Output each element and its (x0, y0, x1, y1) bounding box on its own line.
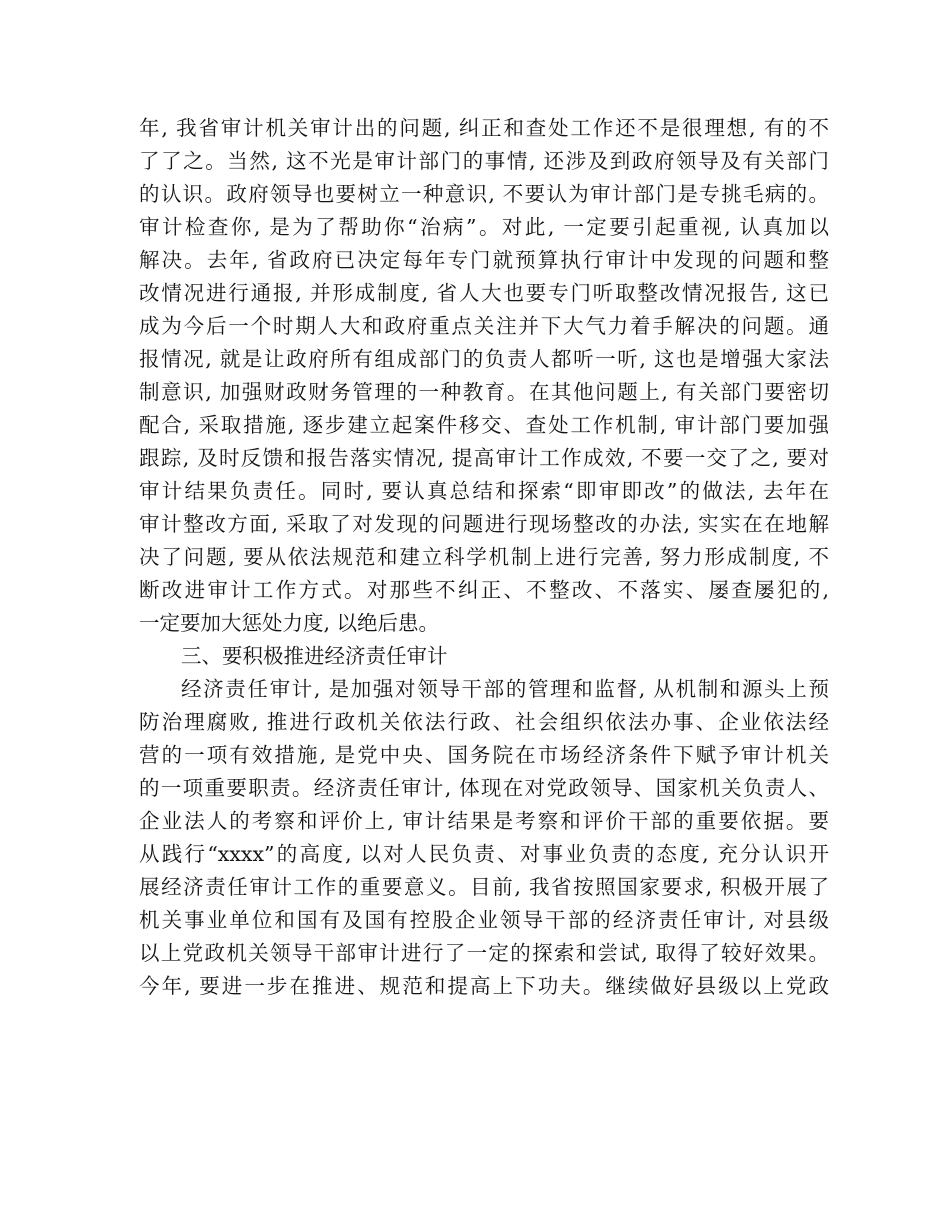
text-line: 营的一项有效措施, 是党中央、国务院在市场经济条件下赋予审计机关 (139, 743, 829, 767)
text-line: 改情况进行通报, 并形成制度, 省人大也要专门听取整改情况报告, 这已 (139, 281, 829, 305)
text-line: 年, 我省审计机关审计出的问题, 纠正和查处工作还不是很理想, 有的不 (139, 116, 829, 140)
text-line: 从践行“xxxx”的高度, 以对人民负责、对事业负责的态度, 充分认识开 (139, 842, 829, 866)
paragraph-last-line: 一定要加大惩处力度, 以绝后患。 (139, 611, 440, 635)
text-line: 审计整改方面, 采取了对发现的问题进行现场整改的办法, 实实在在地解 (139, 512, 829, 536)
text-line: 审计结果负责任。同时, 要认真总结和探索“即审即改”的做法, 去年在 (139, 479, 829, 503)
paragraph-first-line: 经济责任审计, 是加强对领导干部的管理和监督, 从机制和源头上预 (181, 677, 829, 701)
text-line: 以上党政机关领导干部审计进行了一定的探索和尝试, 取得了较好效果。 (139, 941, 829, 965)
text-line: 决了问题, 要从依法规范和建立科学机制上进行完善, 努力形成制度, 不 (139, 545, 829, 569)
text-line: 了了之。当然, 这不光是审计部门的事情, 还涉及到政府领导及有关部门 (139, 149, 829, 173)
text-line: 跟踪, 及时反馈和报告落实情况, 提高审计工作成效, 不要一交了之, 要对 (139, 446, 829, 470)
text-line: 审计检查你, 是为了帮助你“治病”。对此, 一定要引起重视, 认真加以 (139, 215, 829, 239)
text-line: 断改进审计工作方式。对那些不纠正、不整改、不落实、屡查屡犯的, (139, 578, 829, 602)
text-line: 制意识, 加强财政财务管理的一种教育。在其他问题上, 有关部门要密切 (139, 380, 829, 404)
body-text (139, 112, 829, 1003)
text-line: 今年, 要进一步在推进、规范和提高上下功夫。继续做好县级以上党政 (139, 974, 829, 998)
text-line: 配合, 采取措施, 逐步建立起案件移交、查处工作机制, 审计部门要加强 (139, 413, 829, 437)
section-heading: 三、要积极推进经济责任审计 (181, 644, 448, 668)
text-line: 解决。去年, 省政府已决定每年专门就预算执行审计中发现的问题和整 (139, 248, 829, 272)
text-line: 报情况, 就是让政府所有组成部门的负责人都听一听, 这也是增强大家法 (139, 347, 829, 371)
text-line: 防治理腐败, 推进行政机关依法行政、社会组织依法办事、企业依法经 (139, 710, 829, 734)
text-line: 成为今后一个时期人大和政府重点关注并下大气力着手解决的问题。通 (139, 314, 829, 338)
text-line: 的一项重要职责。经济责任审计, 体现在对党政领导、国家机关负责人、 (139, 776, 829, 800)
text-line: 机关事业单位和国有及国有控股企业领导干部的经济责任审计, 对县级 (139, 908, 829, 932)
text-line: 企业法人的考察和评价上, 审计结果是考察和评价干部的重要依据。要 (139, 809, 829, 833)
text-line: 展经济责任审计工作的重要意义。目前, 我省按照国家要求, 积极开展了 (139, 875, 829, 899)
text-line: 的认识。政府领导也要树立一种意识, 不要认为审计部门是专挑毛病的。 (139, 182, 829, 206)
